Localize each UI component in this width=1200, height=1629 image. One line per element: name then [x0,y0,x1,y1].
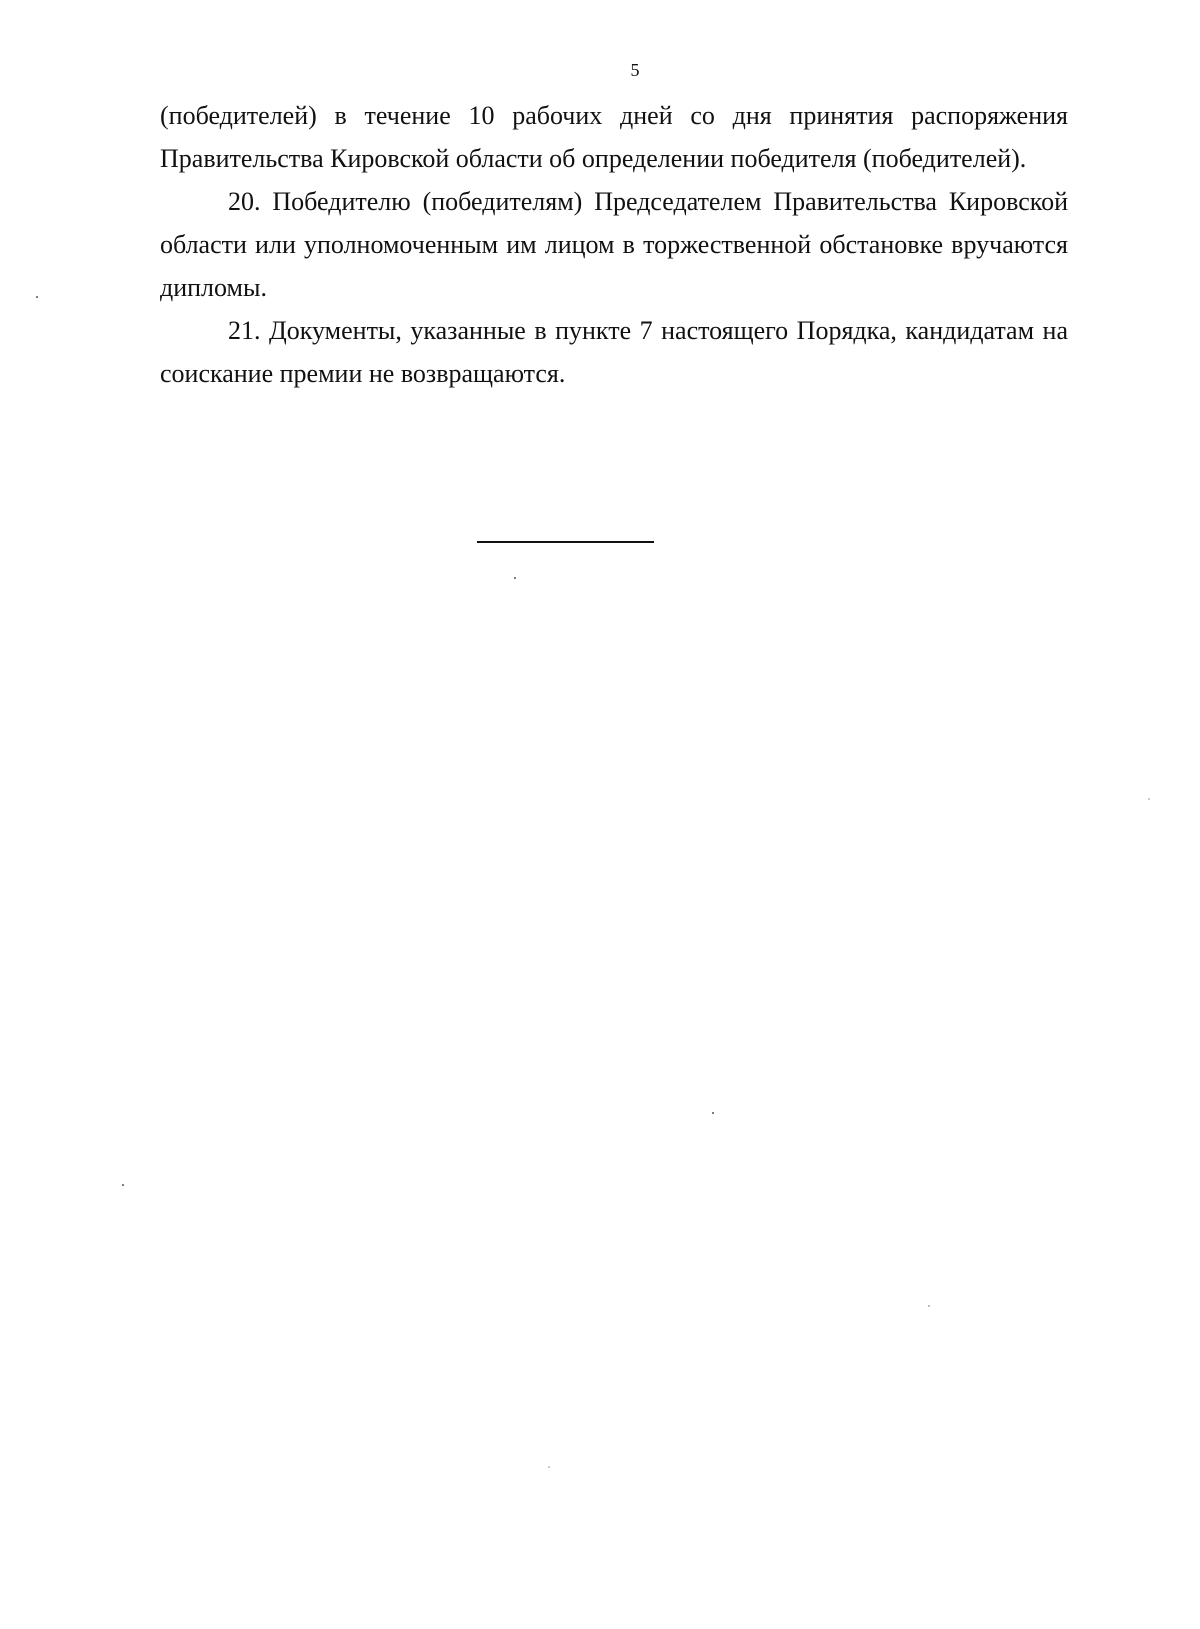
scan-speck [514,577,516,579]
scan-speck [928,1305,930,1307]
paragraph-continuation: (победителей) в течение 10 рабочих дней со дня принятия распоряжения Правительства Кировской области об определении победителя (победителей). [160,101,1068,173]
closing-rule [477,541,654,543]
paragraph-item-20: 20. Победителю (победителям) Председателем Правительства Кировской области или уполномоченным им лицом в торжественной обстановке вручаются дипломы. [160,187,1068,302]
page-number: 5 [630,60,640,80]
document-body [160,94,1068,395]
scan-speck [122,1184,124,1186]
scan-speck [548,1466,550,1468]
scan-speck [712,1112,714,1114]
paragraph-item-21: 21. Документы, указанные в пункте 7 настоящего Порядка, кандидатам на соискание премии не возвращаются. [160,316,1068,388]
scan-speck [1148,798,1150,800]
scan-speck [36,296,38,298]
